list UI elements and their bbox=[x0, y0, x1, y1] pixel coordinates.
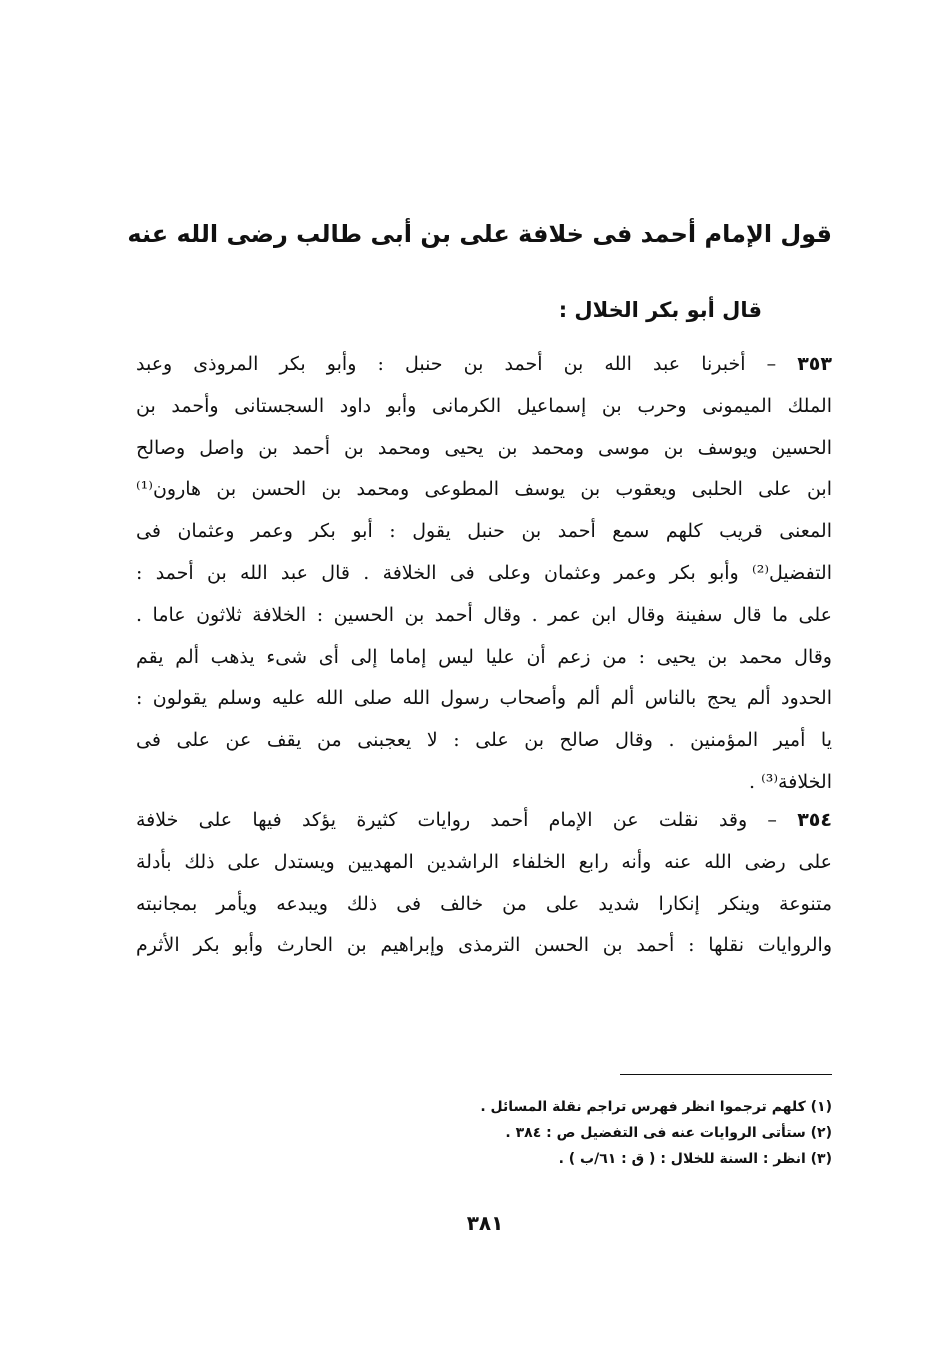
footnote-divider bbox=[620, 1074, 832, 1075]
section-subtitle: قال أبو بكر الخلال : bbox=[558, 298, 762, 322]
footnote-item: (٣) انظر : السنة للخلال : ( ق : ٦١/ب ) . bbox=[558, 1151, 832, 1167]
paragraph-line: يا أمير المؤمنين . وقال صالح بن على : لا يعجبنى من يقف عن على فى bbox=[136, 729, 832, 752]
paragraph-line: المعنى قريب كلهم سمع أحمد بن حنبل يقول : أبو بكر وعمر وعثمان فى bbox=[136, 520, 832, 543]
page-number: ٣٨١ bbox=[466, 1211, 504, 1235]
paragraph-354 bbox=[136, 800, 832, 967]
paragraph-line: الحدود ألم يحج بالناس ألم ألم وأصحاب رسول الله صلى الله عليه وسلم يقولون : bbox=[136, 687, 832, 710]
paragraph-line: ابن على الحلبى ويعقوب بن يوسف المطوعى ومحمد بن الحسن بن هارون⁽¹⁾ bbox=[136, 478, 832, 501]
paragraph-number: ٣٥٤ bbox=[797, 809, 832, 831]
footnotes bbox=[272, 1094, 832, 1172]
footnote-item: (٢) ستأتى الروايات عنه فى التفضيل ص : ٣٨٤ . bbox=[505, 1125, 832, 1141]
line-text: – وقد نقلت عن الإمام أحمد روايات كثيرة يؤكد فيها على خلافة bbox=[136, 809, 798, 831]
footnote-item: (١) كلهم ترجموا انظر فهرس تراجم نقلة المسائل . bbox=[480, 1099, 832, 1115]
paragraph-line: وقال محمد بن يحيى : من زعم أن عليا ليس إماما إلى أى شىء يذهب ألم يقم bbox=[136, 645, 832, 668]
paragraph-line bbox=[136, 344, 832, 386]
paragraph-353 bbox=[136, 344, 832, 804]
line-text: – أخبرنا عبد الله بن أحمد بن حنبل : وأبو بكر المروذى وعبد bbox=[136, 353, 798, 375]
paragraph-line: على رضى الله عنه وأنه رابع الخلفاء الراشدين المهديين ويستدل على ذلك بأدلة bbox=[136, 850, 832, 873]
paragraph-line: متنوعة وينكر إنكارا شديد على من خالف فى ذلك ويبدعه ويأمر بمجانبته bbox=[136, 892, 832, 915]
paragraph-line: على ما قال سفينة وقال ابن عمر . وقال أحمد بن الحسين : الخلافة ثلاثون عاما . bbox=[136, 603, 832, 626]
page-title: قول الإمام أحمد فى خلافة على بن أبى طالب رضى الله عنه bbox=[127, 220, 832, 248]
paragraph-number: ٣٥٣ bbox=[797, 353, 832, 375]
paragraph-line: والروايات نقلها : أحمد بن الحسن الترمذى وإبراهيم بن الحارث وأبو بكر الأثرم bbox=[136, 934, 832, 957]
paragraph-line: الملك الميمونى وحرب بن إسماعيل الكرمانى وأبو داود السجستانى وأحمد بن bbox=[136, 394, 832, 417]
paragraph-line: الخلافة⁽³⁾ . bbox=[749, 770, 832, 793]
paragraph-line: الحسين ويوسف بن موسى ومحمد بن يحيى ومحمد بن أحمد بن واصل وصالح bbox=[136, 436, 832, 459]
paragraph-line bbox=[136, 800, 832, 842]
paragraph-line: التفضيل⁽²⁾ وأبو بكر وعمر وعثمان وعلى فى الخلافة . قال عبد الله بن أحمد : bbox=[136, 561, 832, 584]
